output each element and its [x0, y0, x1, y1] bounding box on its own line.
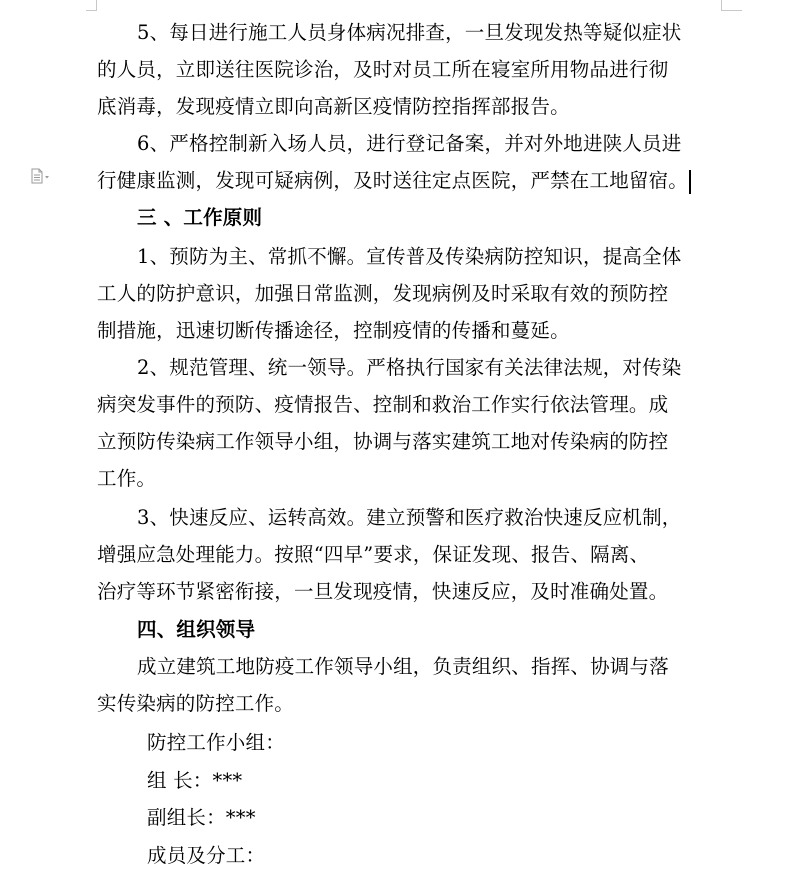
margin-guide-top-right: [721, 0, 742, 11]
section-heading: 三 、工作原则: [137, 206, 263, 229]
team-leader-line: 组 长：***: [147, 769, 243, 792]
paragraph-line-with-cursor: [97, 168, 691, 194]
paragraph-line: 治疗等环节紧密衔接，一旦发现疫情，快速反应，及时准确处置。: [97, 580, 669, 603]
paragraph-line: 实传染病的防控工作。: [97, 692, 295, 715]
team-members-line: 成员及分工：: [147, 844, 266, 867]
section-heading: 四、组织领导: [137, 618, 256, 641]
paragraph-line: 成立建筑工地防疫工作领导小组，负责组织、指挥、协调与落: [137, 655, 669, 678]
team-deputy-line: 副组长：***: [147, 806, 256, 829]
team-label: 防控工作小组：: [147, 731, 285, 754]
paragraph-line: 立预防传染病工作领导小组，协调与落实建筑工地对传染病的防控: [97, 430, 669, 453]
document-dropdown-icon[interactable]: [30, 168, 52, 184]
paragraph-line: 病突发事件的预防、疫情报告、控制和救治工作实行依法管理。成: [97, 393, 669, 416]
paragraph-line: 工作。: [97, 467, 157, 490]
paragraph-line-text: 行健康监测，发现可疑病例，及时送往定点医院，严禁在工地留宿。: [97, 169, 689, 192]
text-cursor: [689, 170, 691, 194]
paragraph-line: 工人的防护意识，加强日常监测，发现病例及时采取有效的预防控: [97, 282, 669, 305]
paragraph-line: 制措施，迅速切断传播途径，控制疫情的传播和蔓延。: [97, 319, 570, 342]
paragraph-line: 的人员，立即送往医院诊治，及时对员工所在寝室所用物品进行彻: [97, 58, 669, 81]
paragraph-line: 5、每日进行施工人员身体病况排查，一旦发现发热等疑似症状: [137, 21, 682, 44]
paragraph-line: 6、严格控制新入场人员，进行登记备案，并对外地进陕人员进: [137, 132, 682, 155]
paragraph-line: 增强应急处理能力。按照“四早”要求，保证发现、报告、隔离、: [97, 543, 650, 566]
paragraph-line: 1、预防为主、常抓不懈。宣传普及传染病防控知识，提高全体: [137, 245, 682, 268]
margin-guide-top-left: [86, 0, 97, 11]
paragraph-line: 底消毒，发现疫情立即向高新区疫情防控指挥部报告。: [97, 95, 570, 118]
paragraph-line: 3、快速反应、运转高效。建立预警和医疗救治快速反应机制，: [137, 506, 682, 529]
paragraph-line: 2、规范管理、统一领导。严格执行国家有关法律法规，对传染: [137, 356, 682, 379]
